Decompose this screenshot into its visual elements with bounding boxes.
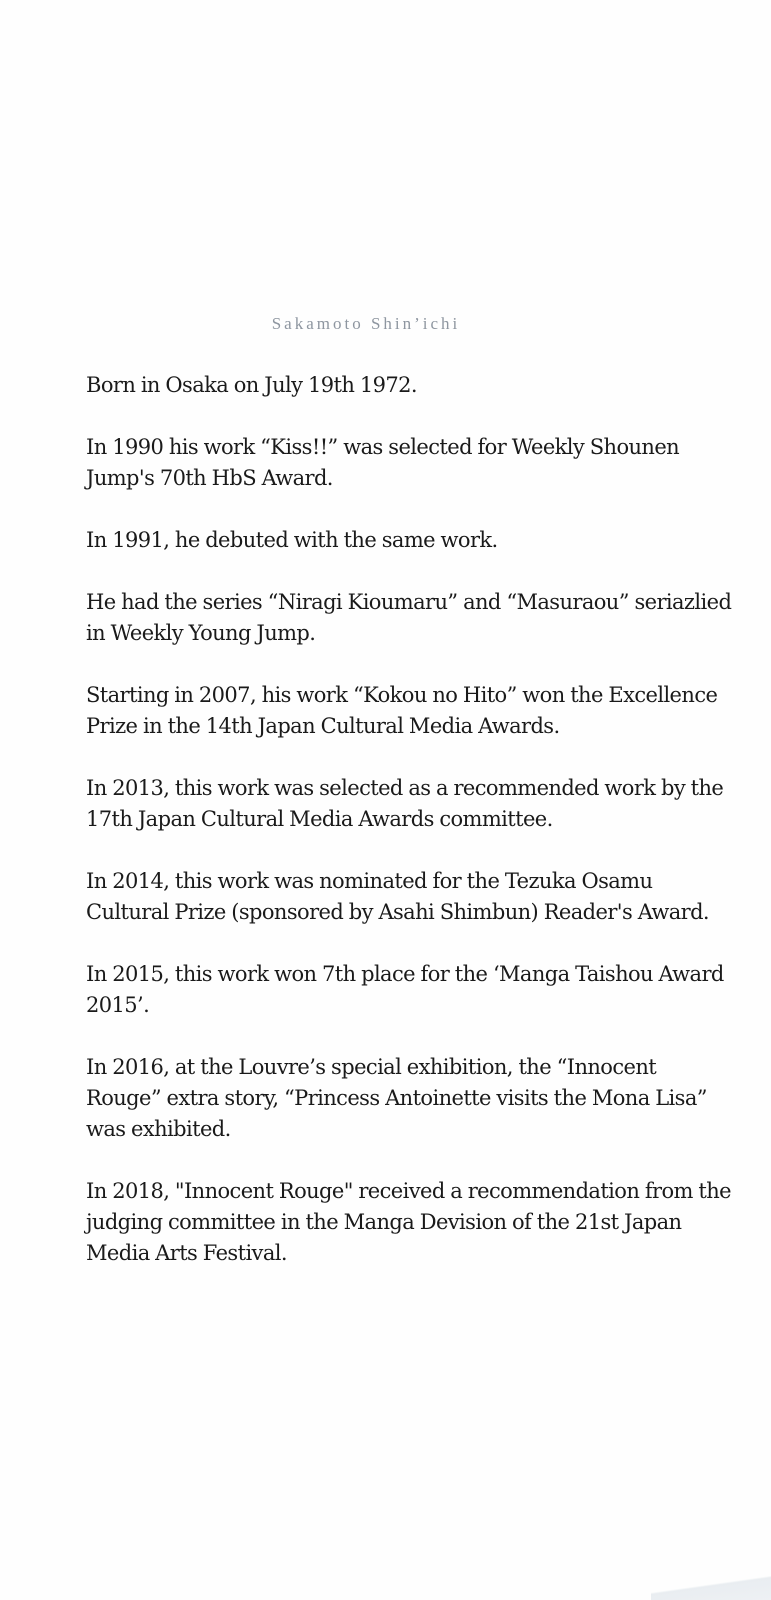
bio-paragraph: He had the series “Niragi Kioumaru” and “Masuraou” seriazlied in Weekly Young Jump. [86, 590, 732, 645]
bio-paragraph: In 2016, at the Louvre’s special exhibition, the “Innocent Rouge” extra story, “Princess Antoinette visits the Mona Lisa” was exhibited. [86, 1055, 707, 1141]
bio-paragraph: In 1990 his work “Kiss!!” was selected for Weekly Shounen Jump's 70th HbS Award. [86, 435, 680, 490]
bio-paragraph: Starting in 2007, his work “Kokou no Hito” won the Excellence Prize in the 14th Japan Cultural Media Awards. [86, 683, 718, 738]
page-corner-edge [651, 1570, 771, 1600]
bio-paragraph: In 2014, this work was nominated for the Tezuka Osamu Cultural Prize (sponsored by Asahi Shimbun) Reader's Award. [86, 869, 709, 924]
bio-paragraph: Born in Osaka on July 19th 1972. [86, 373, 417, 397]
bio-paragraph: In 2013, this work was selected as a recommended work by the 17th Japan Cultural Media Awards committee. [86, 776, 724, 831]
biography [86, 370, 736, 1300]
bio-paragraph: In 1991, he debuted with the same work. [86, 528, 498, 552]
bio-paragraph: In 2015, this work won 7th place for the ‘Manga Taishou Award 2015’. [86, 962, 724, 1017]
author-name: Sakamoto Shin’ichi [271, 314, 461, 333]
bio-paragraph: In 2018, "Innocent Rouge" received a recommendation from the judging committee in the Manga Devision of the 21st Japan Media Arts Festival. [86, 1179, 731, 1265]
